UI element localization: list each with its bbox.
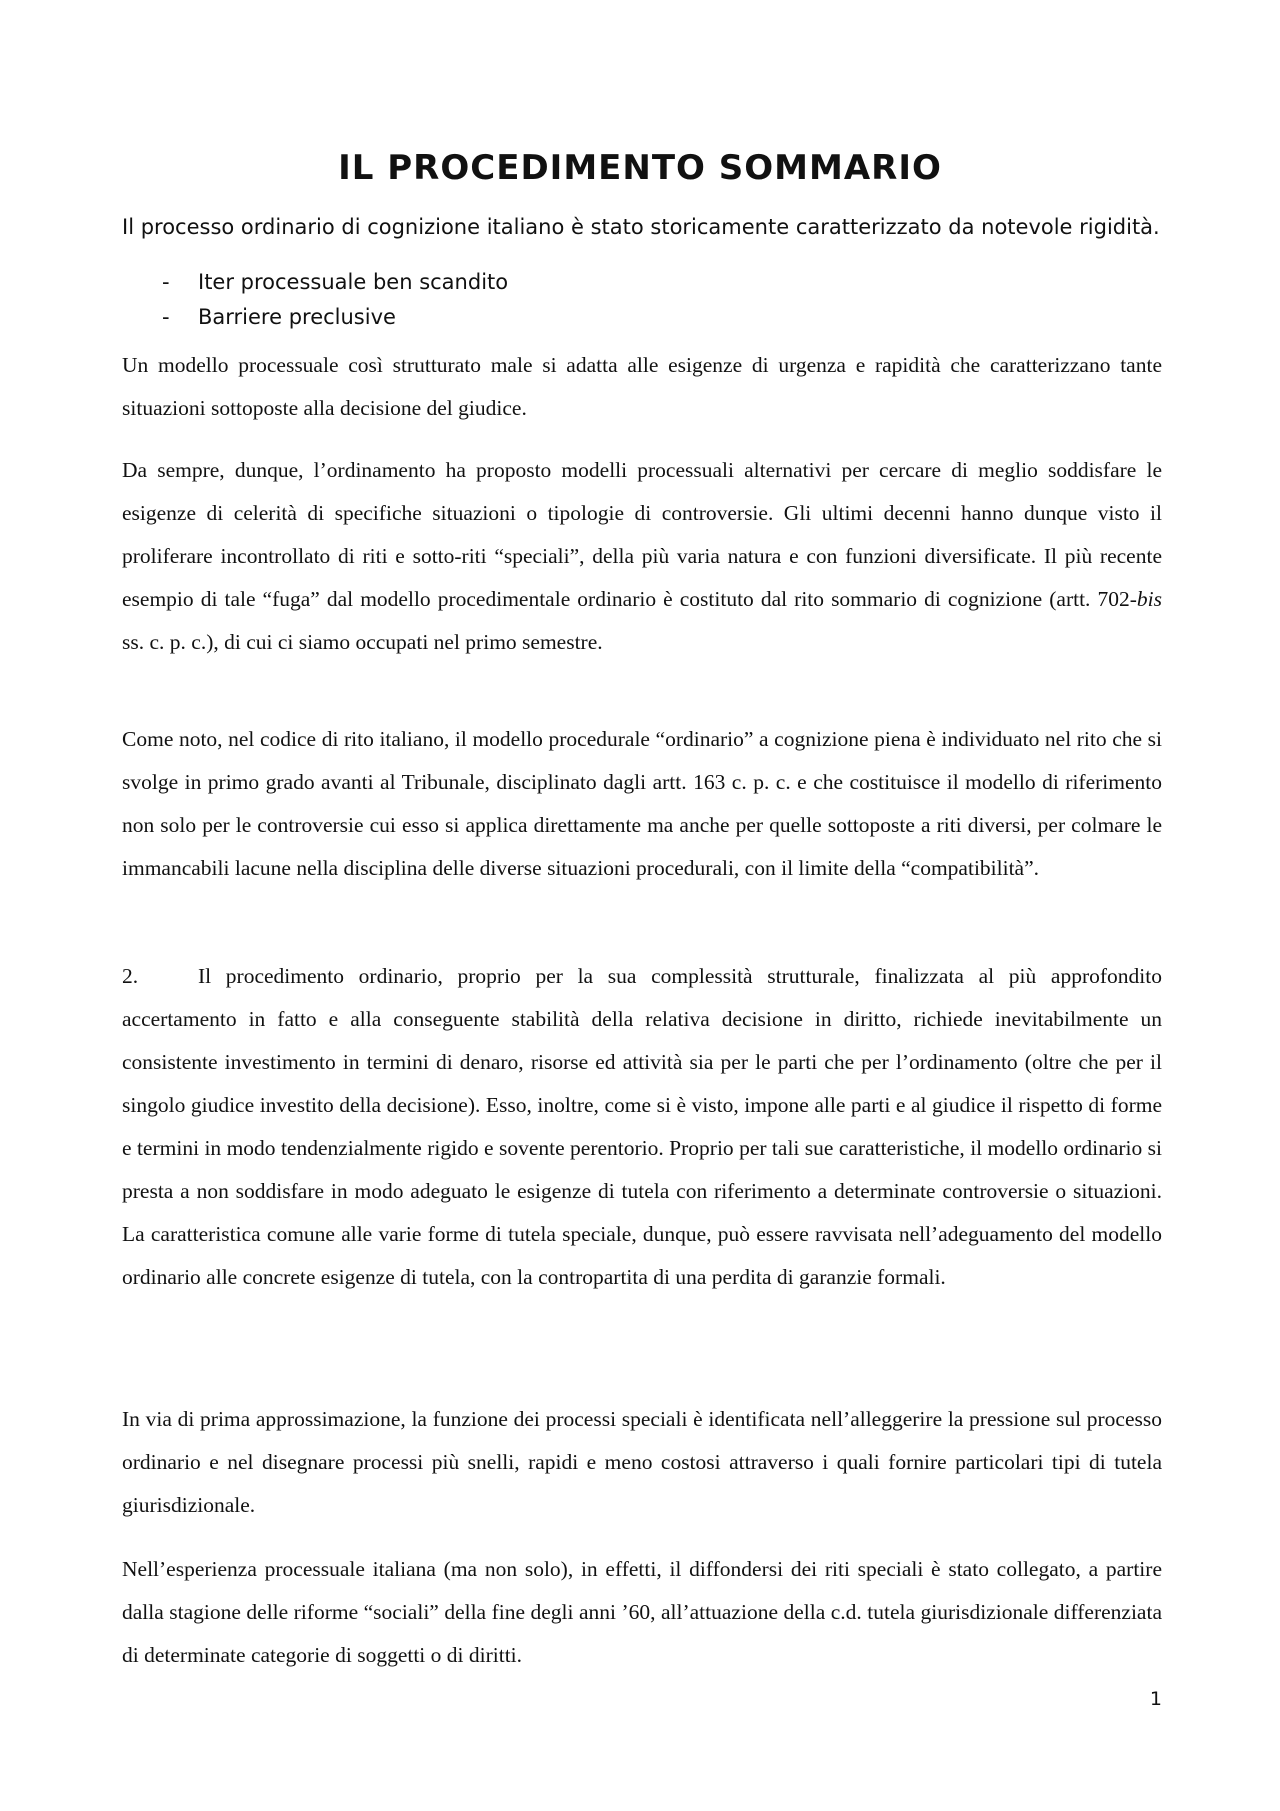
paragraph-6: Nell’esperienza processuale italiana (ma non solo), in effetti, il diffondersi dei riti speciali è stato collegato, a partire dalla stagione delle riforme “sociali” della fine degli anni ’60, all’attuazione della c.d. tutela giurisdizionale differenziata di determinate categorie di soggetti o di diritti. [122, 1557, 1162, 1667]
paragraph-4 [122, 955, 1162, 1299]
paragraph-3: Come noto, nel codice di rito italiano, il modello procedurale “ordinario” a cognizione piena è individuato nel rito che si svolge in primo grado avanti al Tribunale, disciplinato dagli artt. 163 c. p. c. e che costituisce il modello di riferimento non solo per le controversie cui esso si applica direttamente ma anche per quelle sottoposte a riti diversi, per colmare le immancabili lacune nella disciplina delle diverse situazioni procedurali, con il limite della “compatibilità”. [122, 727, 1162, 880]
intro-sentence: Il processo ordinario di cognizione italiano è stato storicamente caratterizzato da notevole rigidità. [122, 215, 1160, 239]
paragraph-2-italic: bis [1136, 587, 1162, 611]
paragraph-2 [122, 449, 1162, 664]
paragraph-2-text-before: Da sempre, dunque, l’ordinamento ha proposto modelli processuali alternativi per cercare di meglio soddisfare le esigenze di celerità di specifiche situazioni o tipologie di controversie. Gli ultimi decenni hanno dunque visto il proliferare incontrollato di riti e sotto-riti “speciali”, della più varia natura e con funzioni diversificate. Il più recente esempio di tale “fuga” dal modello procedimentale ordinario è costituto dal rito sommario di cognizione (artt. 702- [122, 458, 1162, 611]
page-title: IL PROCEDIMENTO SOMMARIO [338, 148, 942, 188]
paragraph-5: In via di prima approssimazione, la funzione dei processi speciali è identificata nell’alleggerire la pressione sul processo ordinario e nel disegnare processi più snelli, rapidi e meno costosi attraverso i quali fornire particolari tipi di tutela giurisdizionale. [122, 1407, 1162, 1517]
paragraph-2-text-after: ss. c. p. c.), di cui ci siamo occupati nel primo semestre. [122, 630, 603, 654]
bullet-marker: - [162, 270, 170, 294]
bullet-list [162, 265, 508, 335]
bullet-marker: - [162, 305, 170, 329]
paragraph-4-text: Il procedimento ordinario, proprio per la sua complessità strutturale, finalizzata al più approfondito accertamento in fatto e alla conseguente stabilità della relativa decisione in diritto, richiede inevitabilmente un consistente investimento in termini di denaro, risorse ed attività sia per le parti che per l’ordinamento (oltre che per il singolo giudice investito della decisione). Esso, inoltre, come si è visto, impone alle parti e al giudice il rispetto di forme e termini in modo tendenzialmente rigido e sovente perentorio. Proprio per tali sue caratteristiche, il modello ordinario si presta a non soddisfare in modo adeguato le esigenze di tutela con riferimento a determinate controversie o situazioni. La caratteristica comune alle varie forme di tutela speciale, dunque, può essere ravvisata nell’adeguamento del modello ordinario alle concrete esigenze di tutela, con la contropartita di una perdita di garanzie formali. [122, 964, 1162, 1289]
list-item [162, 265, 508, 300]
page-number: 1 [1149, 1688, 1162, 1710]
list-item-text: Iter processuale ben scandito [198, 270, 509, 294]
list-item [162, 300, 508, 335]
paragraph-1: Un modello processuale così strutturato male si adatta alle esigenze di urgenza e rapidità che caratterizzano tante situazioni sottoposte alla decisione del giudice. [122, 353, 1162, 420]
section-number: 2. [122, 964, 139, 988]
list-item-text: Barriere preclusive [198, 305, 396, 329]
